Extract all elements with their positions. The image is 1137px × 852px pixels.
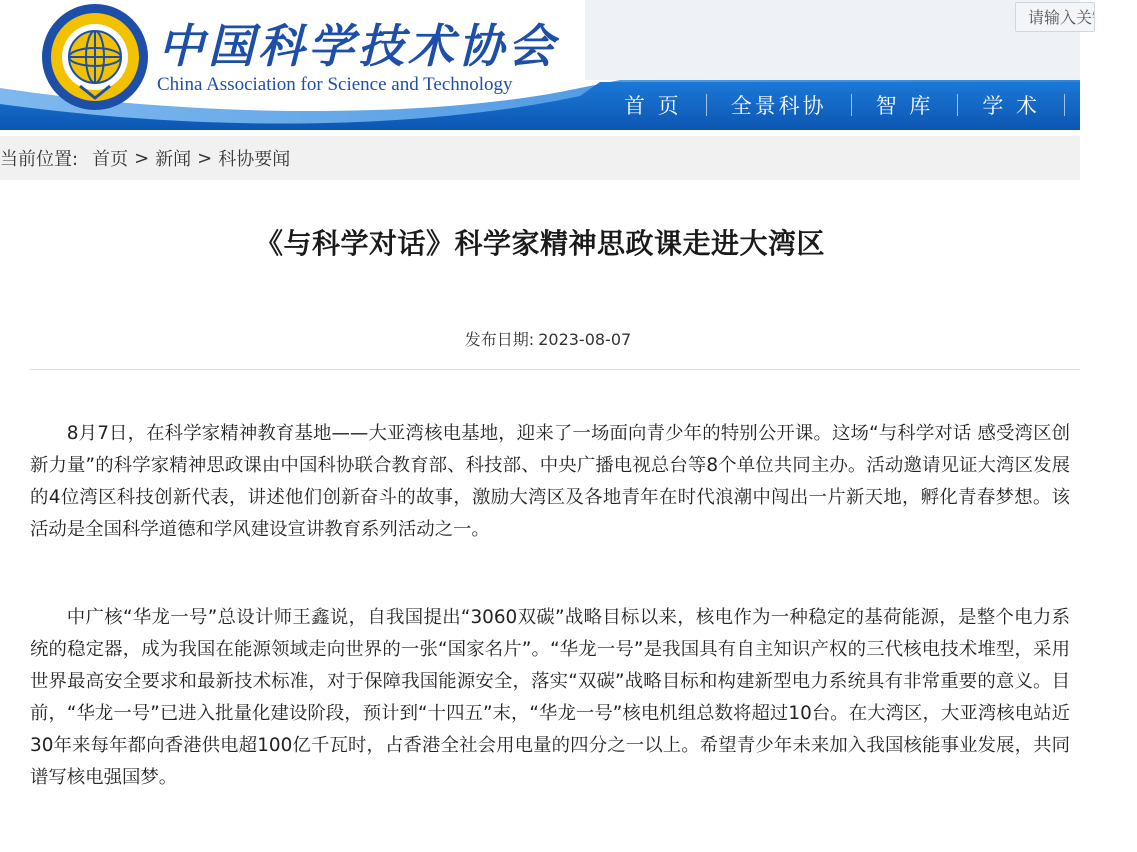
publish-date [0,327,1096,350]
main-nav [600,84,1137,126]
article-paragraph: 8月7日，在科学家精神教育基地——大亚湾核电基地，迎来了一场面向青少年的特别公开课。这场“与科学对话 感受湾区创新力量”的科学家精神思政课由中国科协联合教育部、科技部、中央广播电视总台等8个单位共同主办。活动邀请见证大湾区发展的4位湾区科技创新代表，讲述他们创新奋斗的故事，激励大湾区及各地青年在时代浪潮中闯出一片新天地，孵化青春梦想。该活动是全国科学道德和学风建设宣讲教育系列活动之一。 [30,423,1070,540]
breadcrumb-current-link[interactable]: 科协要闻 [218,149,291,170]
nav-item-think-tank[interactable]: 智 库 [875,94,934,118]
publish-date-value: 2023-08-07 [538,330,632,349]
article-paragraph: 中广核“华龙一号”总设计师王鑫说，自我国提出“3060双碳”战略目标以来，核电作为一种稳定的基荷能源，是整个电力系统的稳定器，成为我国在能源领域走向世界的一张“国家名片”。“华龙一号”是我国具有自主知识产权的三代核电技术堆型，采用世界最高安全要求和最新技术标准，对于保障我国能源安全，落实“双碳”战略目标和构建新型电力系统具有非常重要的意义。目前，“华龙一号”已进入批量化建设阶段，预计到“十四五”末，“华龙一号”核电机组总数将超过10台。在大湾区，大亚湾核电站近30年来每年都向香港供电超100亿千瓦时，占香港全社会用电量的四分之一以上。希望青少年未来加入我国核能事业发展，共同谱写核电强国梦。 [30,607,1070,788]
nav-item-science[interactable]: 科 [1089,94,1114,118]
breadcrumb-home-link[interactable]: 首页 [92,149,129,170]
breadcrumb-news-link[interactable]: 新闻 [155,149,192,170]
nav-item-home[interactable]: 首 页 [624,94,682,118]
site-header [0,0,1114,130]
title-divider [30,369,1080,370]
nav-item-overview[interactable]: 全景科协 [730,94,827,118]
breadcrumb-label: 当前位置: [0,149,79,170]
search-input[interactable] [1016,3,1094,31]
article-title: 《与科学对话》科学家精神思政课走进大湾区 [254,227,825,260]
emblem-icon [40,2,150,112]
breadcrumb-separator: > [197,147,213,169]
publish-date-label: 发布日期: [464,330,535,349]
logo-chinese-name: 中国科学技术协会 [158,19,558,73]
logo-english-name: China Association for Science and Technology [157,74,513,95]
search-box [1015,2,1095,32]
breadcrumb-separator: > [134,147,150,169]
nav-item-academic[interactable]: 学 术 [982,94,1041,118]
breadcrumb [0,136,1080,180]
